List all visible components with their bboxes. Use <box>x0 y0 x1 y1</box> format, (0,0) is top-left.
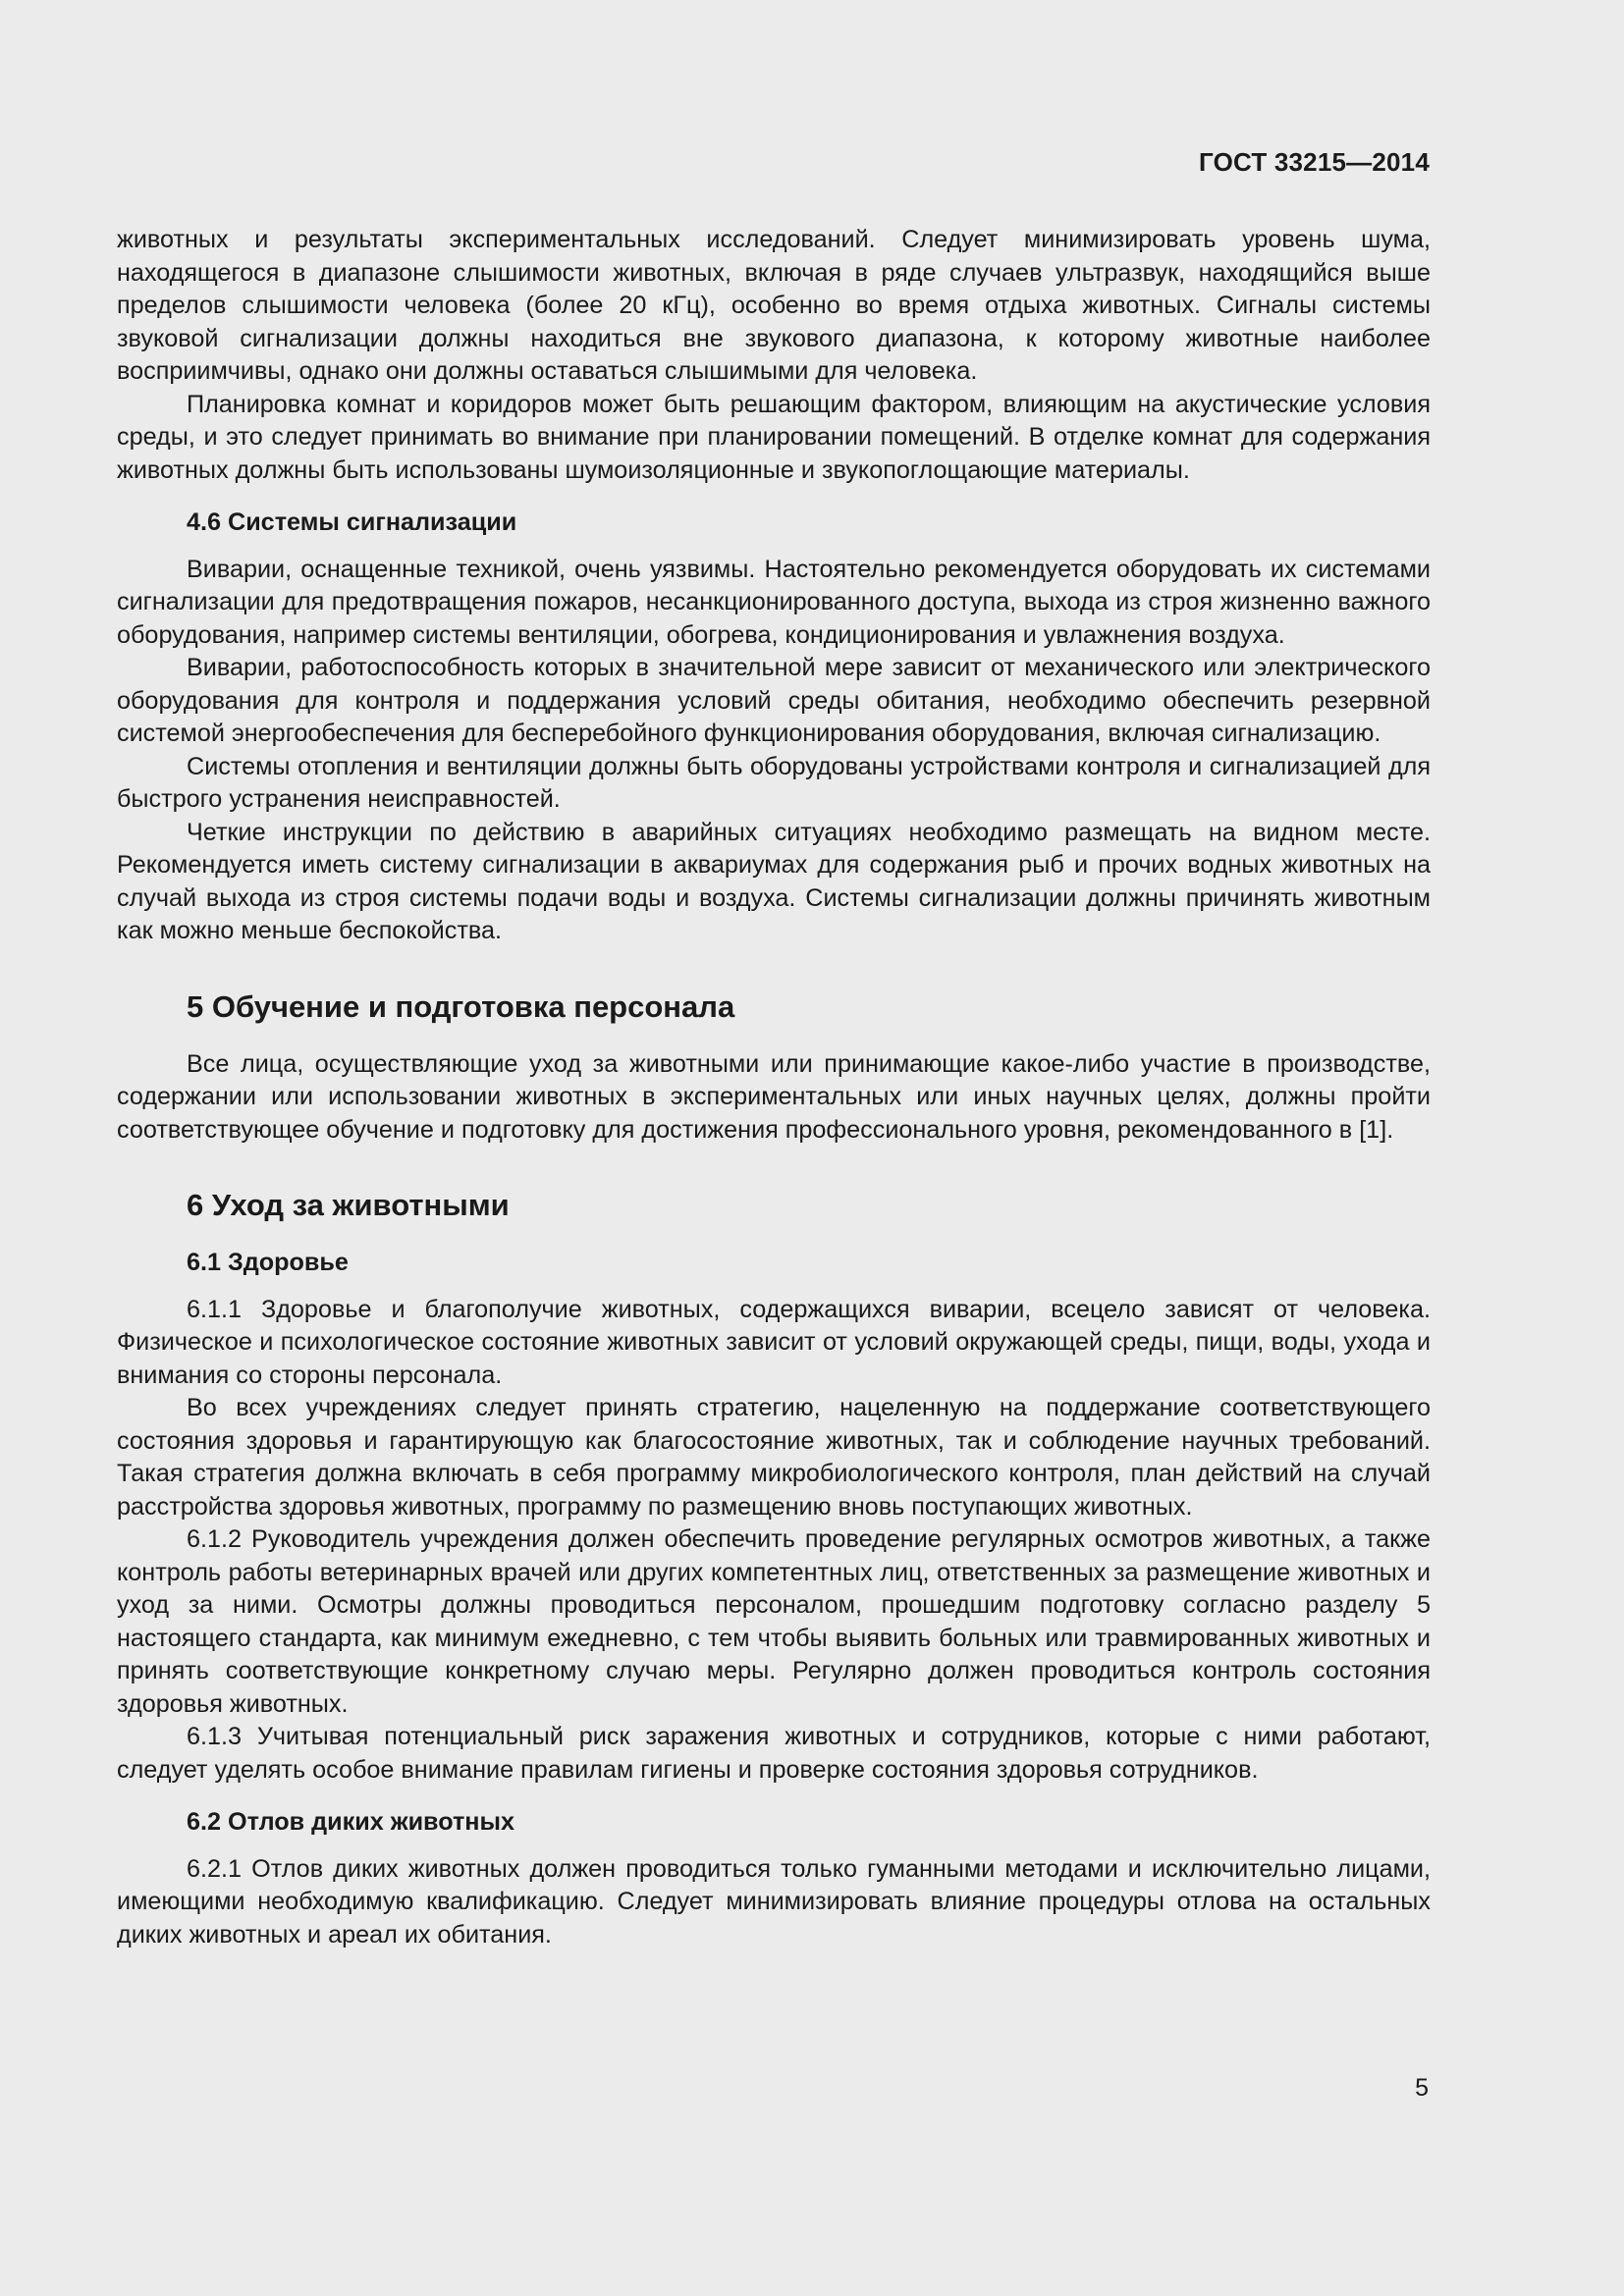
page-content <box>117 224 1431 1951</box>
paragraph: 6.1.2 Руководитель учреждения должен обеспечить проведение регулярных осмотров животных, а также контроль работы ветеринарных врачей или других компетентных лиц, ответственных за размещение животных и уход за ними. Осмотры должны проводиться персоналом, прошедшим подготовку согласно разделу 5 настоящего стандарта, как минимум ежедневно, с тем чтобы выявить больных или травмированных животных и принять соответствующие конкретному случаю меры. Регулярно должен проводиться контроль состояния здоровья животных. <box>117 1525 1431 1718</box>
page-number: 5 <box>1415 2074 1429 2102</box>
subsection-heading: 6.2 Отлов диких животных <box>187 1808 515 1836</box>
document-header: ГОСТ 33215—2014 <box>1199 147 1430 177</box>
paragraph: животных и результаты экспериментальных исследований. Следует минимизировать уровень шума, находящегося в диапазоне слышимости животных, включая в ряде случаев ультразвук, находящийся выше пределов слышимости человека (более 20 кГц), особенно во время отдыха животных. Сигналы системы звуковой сигнализации должны находиться вне звукового диапазона, к которому животные наиболее восприимчивы, однако они должны оставаться слышимыми для человека. <box>117 226 1431 385</box>
subsection-heading: 4.6 Системы сигнализации <box>187 508 517 536</box>
paragraph: Все лица, осуществляющие уход за животными или принимающие какое-либо участие в производстве, содержании или использовании животных в экспериментальных или иных научных целях, должны пройти соответствующее обучение и подготовку для достижения профессионального уровня, рекомендованного в [1]. <box>117 1049 1431 1144</box>
section-heading: 5 Обучение и подготовка персонала <box>187 988 735 1024</box>
paragraph: Во всех учреждениях следует принять стратегию, нацеленную на поддержание соответствующего состояния здоровья и гарантирующую как благосостояние животных, так и соблюдение научных требований. Такая стратегия должна включать в себя программу микробиологического контроля, план действий на случай расстройства здоровья животных, программу по размещению вновь поступающих животных. <box>117 1394 1431 1521</box>
paragraph: Системы отопления и вентиляции должны быть оборудованы устройствами контроля и сигнализацией для быстрого устранения неисправностей. <box>117 752 1431 813</box>
paragraph: Виварии, работоспособность которых в значительной мере зависит от механического или электрического оборудования для контроля и поддержания условий среды обитания, необходимо обеспечить резервной системой энергообеспечения для бесперебойного функционирования оборудования, включая сигнализацию. <box>117 654 1431 747</box>
paragraph: 6.1.3 Учитывая потенциальный риск заражения животных и сотрудников, которые с ними работают, следует уделять особое внимание правилам гигиены и проверке состояния здоровья сотрудников. <box>117 1723 1431 1784</box>
paragraph: Виварии, оснащенные техникой, очень уязвимы. Настоятельно рекомендуется оборудовать их системами сигнализации для предотвращения пожаров, несанкционированного доступа, выхода из строя жизненно важного оборудования, например системы вентиляции, обогрева, кондиционирования и увлажнения воздуха. <box>117 555 1431 649</box>
paragraph: 6.2.1 Отлов диких животных должен проводиться только гуманными методами и исключительно лицами, имеющими необходимую квалификацию. Следует минимизировать влияние процедуры отлова на остальных диких животных и ареал их обитания. <box>117 1854 1431 1949</box>
subsection-heading: 6.1 Здоровье <box>187 1249 349 1276</box>
paragraph: Планировка комнат и коридоров может быть решающим фактором, влияющим на акустические условия среды, и это следует принимать во внимание при планировании помещений. В отделке комнат для содержания животных должны быть использованы шумоизоляционные и звукопоглощающие материалы. <box>117 390 1431 484</box>
paragraph: 6.1.1 Здоровье и благополучие животных, содержащихся виварии, всецело зависят от человека. Физическое и психологическое состояние животных зависит от условий окружающей среды, пищи, воды, ухода и внимания со стороны персонала. <box>117 1295 1431 1389</box>
section-heading: 6 Уход за животными <box>187 1188 510 1222</box>
paragraph: Четкие инструкции по действию в аварийных ситуациях необходимо размещать на видном месте. Рекомендуется иметь систему сигнализации в аквариумах для содержания рыб и прочих водных животных на случай выхода из строя системы подачи воды и воздуха. Системы сигнализации должны причинять животным как можно меньше беспокойства. <box>117 818 1431 944</box>
